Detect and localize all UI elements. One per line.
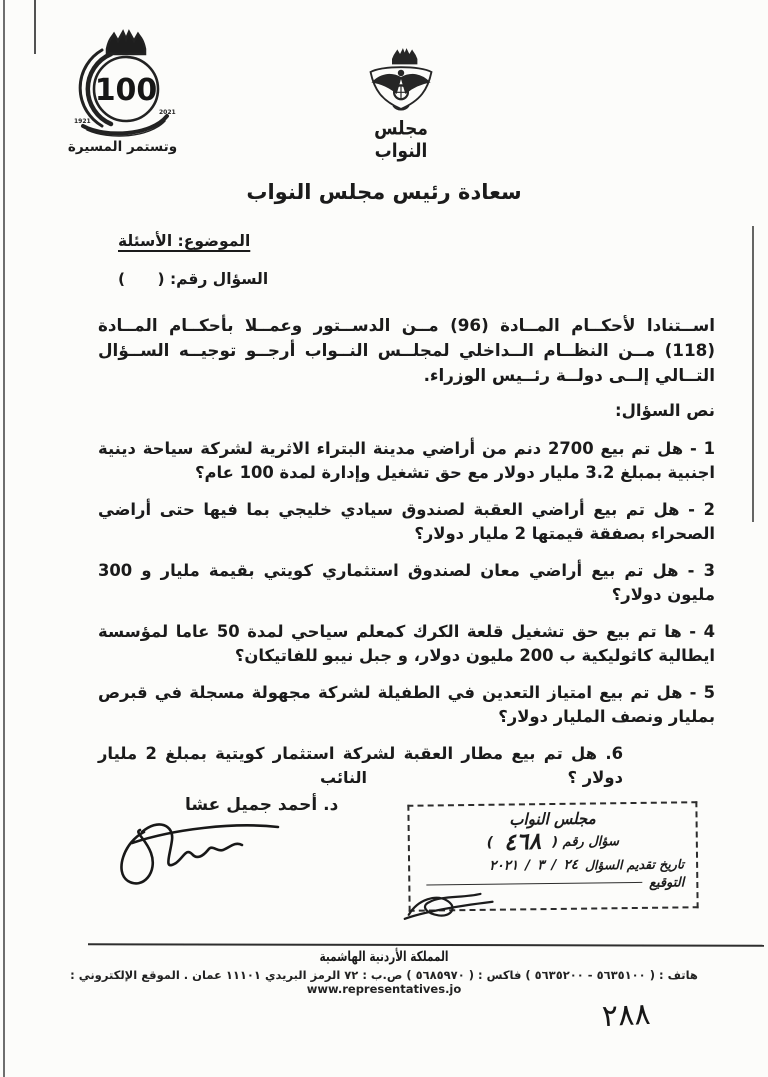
centennial-year-right: 2021 [158,109,176,116]
question-item-6: 6. هل تم بيع مطار العقبة لشركة استثمار كويتية بمبلغ 2 مليار دولار ؟ [98,744,623,787]
deputy-name: د. أحمد جميل عشا [185,795,339,815]
scan-edge-artifact-topleft [34,0,36,54]
centennial-100-icon [67,26,179,138]
question-item-5: 5 - هل تم بيع امتياز التعدين في الطفيلة لشركة مجهولة مسجلة في قبرص بمليار ونصف المليار دولار؟ [98,683,715,726]
stamp-question-no-label: سؤال رقم ( [552,833,620,850]
subject-block [118,232,268,288]
intro-paragraph: اســتنادا لأحكــام المــادة (96) مــن الدســتور وعمــلا بأحكــام المــادة (118) مــن النظــام الــداخلي لمجلــس النــواب أرجــو توجيــه الســؤال التــالي إلــى دولــة رئــيس الوزراء. [98,315,715,385]
scan-edge-artifact-left [3,0,5,1077]
stamp-question-no-value: ٤٦٨ [503,828,542,857]
stamp-org-name: مجلس النواب [509,809,596,829]
stamp-date-month: ٣ [537,857,545,874]
stamp-signature-label: التوقيع [648,875,685,891]
handwritten-page-number: ٢٨٨ [601,996,652,1035]
stamp-date-label: تاريخ تقديم السؤال [584,855,685,873]
stamp-date-row [422,855,684,874]
subject-line: الموضوع: الأسئلة [118,232,251,250]
royal-coat-of-arms-icon [359,48,443,120]
letter-body [98,313,715,803]
stamp-question-no-close: ) [486,834,494,851]
stamp-date-separator: / [525,857,531,874]
deputy-title-label: النائب [320,768,367,787]
deputy-block [185,768,367,815]
stamp-date-day: ٢٤ [563,856,579,873]
scan-edge-artifact-right [752,226,754,522]
centennial-year-left: 1921 [73,118,91,125]
stamp-date-separator: / [551,856,557,874]
parliament-name-calligraphy: مجلس النواب [374,117,428,163]
letter-title: سعادة رئيس مجلس النواب [246,180,522,204]
parliament-crest [346,48,456,163]
kingdom-calligraphy: المملكة الأردنية الهاشمية [319,948,449,965]
received-stamp-box [407,801,698,912]
centennial-number: 100 [94,73,157,108]
footer-contact-line: هاتف : ( ٥٦٣٥١٠٠ - ٥٦٣٥٢٠٠ ) فاكس : ( ٥٦٨٥٩٧٠ ) ص.ب : ٧٢ الرمز البريدي ١١١٠١ عمان . الموقع الإلكتروني : www.representatives.jo [70,968,698,996]
footer-divider [88,943,764,946]
centennial-slogan: وتستمر المسيرة [67,139,178,155]
stamp-question-number-row [422,827,684,856]
question-item-3: 3 - هل تم بيع أراضي معان لصندوق استثماري كويتي بقيمة مليار و 300 مليون دولار؟ [98,561,715,604]
stamp-date-year: ٢٠٢١ [489,857,519,874]
question-number-line: السؤال رقم: ( ) [118,270,269,288]
question-item-4: 4 - ها تم بيع حق تشغيل قلعة الكرك كمعلم سياحي لمدة 50 عاما لمؤسسة ايطالية كاثوليكية ب 200 مليون دولار، و جبل نيبو للفاتيكان؟ [98,622,715,665]
question-text-label: نص السؤال: [614,401,715,420]
question-item-2: 2 - هل تم بيع أراضي العقبة لصندوق سيادي خليجي بما فيها حتى أراضي الصحراء بصفقة قيمتها 2 مليار دولار؟ [98,500,715,543]
stamp-handwritten-signature [400,884,501,927]
question-item-1: 1 - هل تم بيع 2700 دنم من أراضي مدينة البتراء الاثرية لشركة سياحة دينية اجنبية بمبلغ 3.2 مليار دولار مع حق تشغيل وإدارة لمدة 100 عام؟ [98,439,715,482]
centennial-logo [40,26,205,155]
deputy-handwritten-signature [110,810,290,895]
